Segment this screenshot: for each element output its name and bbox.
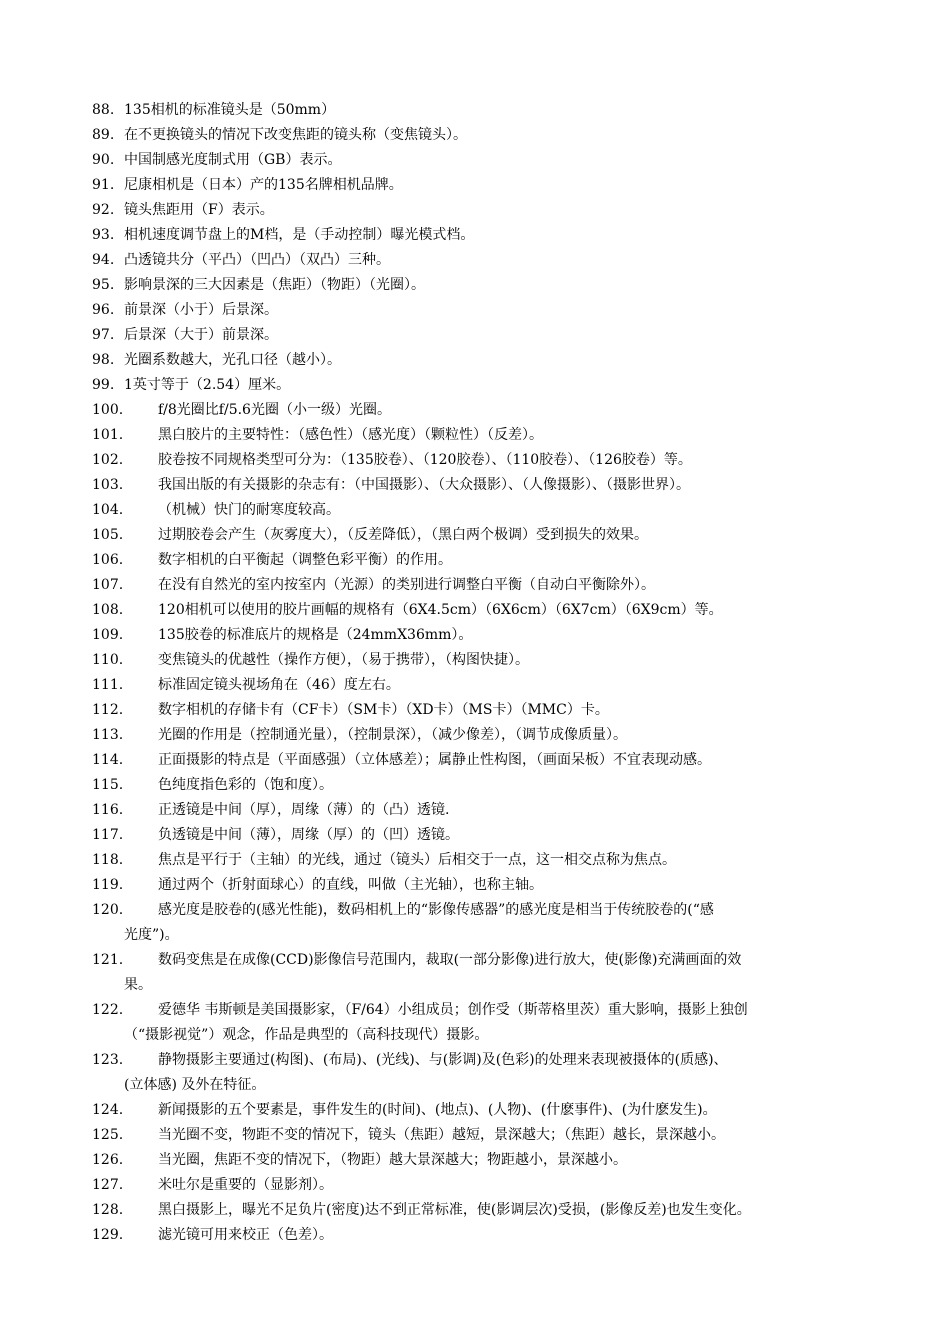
- item-text: 凸透镜共分（平凸）（凹凸）（双凸）三种。: [124, 252, 390, 268]
- item-text: 正面摄影的特点是（平面感强）（立体感差）；属静止性构图，（画面呆板）不宜表现动感。: [158, 752, 711, 768]
- item-number: 105.: [92, 527, 124, 543]
- item-text: 120相机可以使用的胶片画幅的规格有（6X4.5cm）（6X6cm）（6X7cm）（6X9cm）等。: [158, 602, 723, 618]
- item-number: 107.: [92, 577, 124, 593]
- list-item: [92, 298, 858, 323]
- item-number: 109.: [92, 627, 124, 643]
- list-item: [92, 548, 858, 573]
- item-number: 120.: [92, 902, 124, 918]
- item-number: 121.: [92, 952, 124, 968]
- item-number: 91.: [92, 177, 115, 193]
- item-text: 滤光镜可用来校正（色差）。: [158, 1227, 333, 1243]
- item-text: 数字相机的白平衡起（调整色彩平衡）的作用。: [158, 552, 452, 568]
- list-item: [92, 198, 858, 223]
- list-item: [92, 98, 858, 123]
- list-item: [92, 498, 858, 523]
- list-item: [92, 123, 858, 148]
- item-number: 116.: [92, 802, 124, 818]
- list-item: [92, 673, 858, 698]
- item-text: f/8光圈比f/5.6光圈（小一级）光圈。: [158, 402, 391, 418]
- list-item: [92, 798, 858, 823]
- item-number: 96.: [92, 302, 115, 318]
- item-number: 123.: [92, 1052, 124, 1068]
- list-item: [92, 723, 858, 748]
- item-text: 当光圈，焦距不变的情况下，（物距）越大景深越大；物距越小，景深越小。: [158, 1152, 627, 1168]
- item-number: 99.: [92, 377, 115, 393]
- list-item: [92, 248, 858, 273]
- list-item: [92, 698, 858, 723]
- list-item: [92, 1223, 858, 1248]
- item-number: 111.: [92, 677, 124, 693]
- item-text: 我国出版的有关摄影的杂志有：（中国摄影）、（大众摄影）、（人像摄影）、（摄影世界）。: [158, 477, 690, 493]
- item-text: 数码变焦是在成像(CCD)影像信号范围内，裁取(一部分影像)进行放大，使(影像)充满画面的效: [158, 952, 742, 968]
- item-number: 106.: [92, 552, 124, 568]
- item-number: 125.: [92, 1127, 124, 1143]
- item-text: 数字相机的存储卡有（CF卡）（SM卡）（XD卡）（MS卡）（MMC）卡。: [158, 702, 609, 718]
- item-text: 影响景深的三大因素是（焦距）（物距）（光圈）。: [124, 277, 425, 293]
- list-item: [92, 273, 858, 298]
- list-item: [92, 423, 858, 448]
- item-text-continuation: （“摄影视觉”）观念，作品是典型的（高科技现代）摄影。: [124, 1027, 489, 1043]
- item-text: 1英寸等于（2.54）厘米。: [124, 377, 291, 393]
- list-item: [92, 1048, 858, 1098]
- list-item: [92, 448, 858, 473]
- item-text-continuation: 果。: [124, 977, 152, 993]
- list-item: [92, 873, 858, 898]
- item-text: 爱德华 韦斯顿是美国摄影家，（F/64）小组成员；创作受（斯蒂格里茨）重大影响，摄影上独创: [158, 1002, 748, 1018]
- list-item: [92, 648, 858, 673]
- item-number: 103.: [92, 477, 124, 493]
- item-number: 101.: [92, 427, 124, 443]
- item-text: 当光圈不变，物距不变的情况下，镜头（焦距）越短，景深越大；（焦距）越长，景深越小。: [158, 1127, 725, 1143]
- item-number: 102.: [92, 452, 124, 468]
- list-item: [92, 373, 858, 398]
- list-item: [92, 948, 858, 998]
- item-number: 100.: [92, 402, 124, 418]
- item-number: 112.: [92, 702, 124, 718]
- list-item: [92, 623, 858, 648]
- item-number: 113.: [92, 727, 124, 743]
- list-item: [92, 1173, 858, 1198]
- item-text-continuation: (立体感) 及外在特征。: [124, 1077, 266, 1093]
- item-text: 前景深（小于）后景深。: [124, 302, 278, 318]
- item-number: 89.: [92, 127, 115, 143]
- item-text: 胶卷按不同规格类型可分为：（135胶卷）、（120胶卷）、（110胶卷）、（126胶卷）等。: [158, 452, 692, 468]
- item-number: 93.: [92, 227, 115, 243]
- item-number: 92.: [92, 202, 115, 218]
- item-number: 122.: [92, 1002, 124, 1018]
- item-text: 米吐尔是重要的（显影剂）。: [158, 1177, 333, 1193]
- item-text: 中国制感光度制式用（GB）表示。: [124, 152, 342, 168]
- item-text: 通过两个（折射面球心）的直线，叫做（主光轴），也称主轴。: [158, 877, 543, 893]
- item-text: 负透镜是中间（薄），周缘（厚）的（凹）透镜。: [158, 827, 459, 843]
- item-text: 相机速度调节盘上的M档，是（手动控制）曝光模式档。: [124, 227, 475, 243]
- item-text: 黑白胶片的主要特性：（感色性）（感光度）（颗粒性）（反差）。: [158, 427, 543, 443]
- item-text: 色纯度指色彩的（饱和度）。: [158, 777, 333, 793]
- item-number: 119.: [92, 877, 124, 893]
- item-number: 97.: [92, 327, 115, 343]
- item-number: 90.: [92, 152, 115, 168]
- item-number: 110.: [92, 652, 124, 668]
- item-text: 135胶卷的标准底片的规格是（24mmX36mm）。: [158, 627, 473, 643]
- item-number: 117.: [92, 827, 124, 843]
- item-number: 115.: [92, 777, 124, 793]
- item-text: 黑白摄影上，曝光不足负片(密度)达不到正常标准，使(影调层次)受损，(影像反差)也发生变化。: [158, 1202, 751, 1218]
- item-text: 过期胶卷会产生（灰雾度大），（反差降低），（黑白两个极调）受到损失的效果。: [158, 527, 648, 543]
- list-item: [92, 348, 858, 373]
- item-text: 在不更换镜头的情况下改变焦距的镜头称（变焦镜头）。: [124, 127, 467, 143]
- item-number: 88.: [92, 102, 115, 118]
- list-item: [92, 598, 858, 623]
- list-item: [92, 848, 858, 873]
- item-number: 104.: [92, 502, 124, 518]
- item-text: 光圈的作用是（控制通光量），（控制景深），（减少像差），（调节成像质量）。: [158, 727, 627, 743]
- item-text: 在没有自然光的室内按室内（光源）的类别进行调整白平衡（自动白平衡除外）。: [158, 577, 655, 593]
- item-number: 98.: [92, 352, 115, 368]
- list-item: [92, 573, 858, 598]
- list-item: [92, 748, 858, 773]
- list-item: [92, 1148, 858, 1173]
- item-text: 感光度是胶卷的(感光性能)，数码相机上的“影像传感器”的感光度是相当于传统胶卷的(“感: [158, 902, 714, 918]
- list-item: [92, 898, 858, 948]
- item-text: 新闻摄影的五个要素是，事件发生的(时间)、(地点)、(人物)、(什麽事件)、(为什麽发生)。: [158, 1102, 717, 1118]
- item-text: 正透镜是中间（厚），周缘（薄）的（凸）透镜.: [158, 802, 450, 818]
- item-text: 镜头焦距用（F）表示。: [124, 202, 274, 218]
- item-number: 126.: [92, 1152, 124, 1168]
- list-item: [92, 1123, 858, 1148]
- item-text: 光圈系数越大，光孔口径（越小）。: [124, 352, 341, 368]
- item-text: 静物摄影主要通过(构图)、(布局)、(光线)、与(影调)及(色彩)的处理来表现被摄体的(质感)、: [158, 1052, 728, 1068]
- list-item: [92, 998, 858, 1048]
- list-item: [92, 323, 858, 348]
- item-text: 标准固定镜头视场角在（46）度左右。: [158, 677, 400, 693]
- item-number: 127.: [92, 1177, 124, 1193]
- item-text: 尼康相机是（日本）产的135名牌相机品牌。: [124, 177, 403, 193]
- list-item: [92, 1198, 858, 1223]
- list-item: [92, 173, 858, 198]
- item-number: 114.: [92, 752, 124, 768]
- item-text: （机械）快门的耐寒度较高。: [158, 502, 340, 518]
- item-text: 变焦镜头的优越性（操作方便），（易于携带），（构图快捷）。: [158, 652, 529, 668]
- item-text: 后景深（大于）前景深。: [124, 327, 278, 343]
- list-item: [92, 398, 858, 423]
- list-item: [92, 1098, 858, 1123]
- item-text-continuation: 光度”)。: [124, 927, 179, 943]
- list-item: [92, 223, 858, 248]
- list-item: [92, 148, 858, 173]
- item-number: 124.: [92, 1102, 124, 1118]
- item-number: 108.: [92, 602, 124, 618]
- list-item: [92, 773, 858, 798]
- item-text: 焦点是平行于（主轴）的光线，通过（镜头）后相交于一点，这一相交点称为焦点。: [158, 852, 676, 868]
- list-item: [92, 823, 858, 848]
- item-number: 95.: [92, 277, 115, 293]
- item-number: 118.: [92, 852, 124, 868]
- item-text: 135相机的标准镜头是（50mm）: [124, 102, 336, 118]
- item-number: 129.: [92, 1227, 124, 1243]
- item-number: 128.: [92, 1202, 124, 1218]
- list-item: [92, 473, 858, 498]
- qa-list: [92, 98, 858, 1248]
- list-item: [92, 523, 858, 548]
- item-number: 94.: [92, 252, 115, 268]
